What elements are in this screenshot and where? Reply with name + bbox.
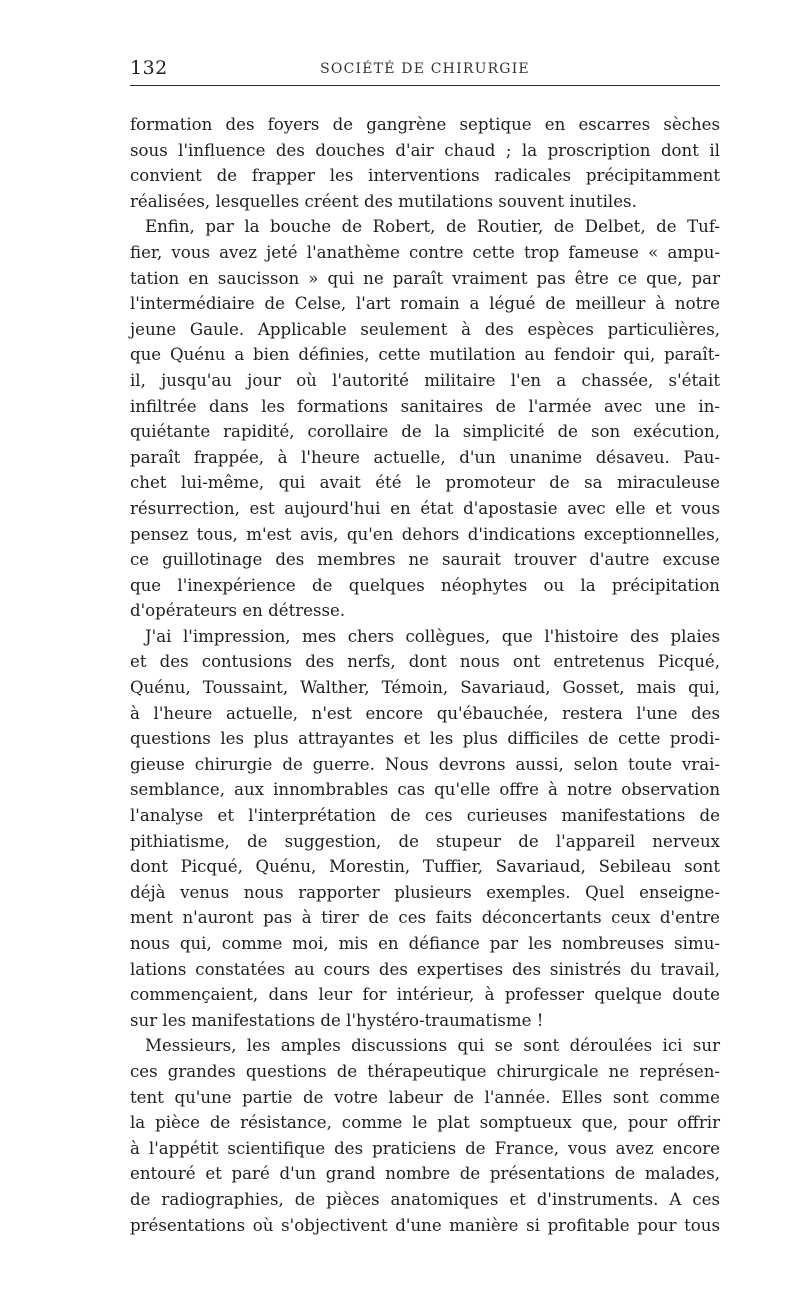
text-line: déjà venus nous rapporter plusieurs exemples. Quel enseigne- [130, 882, 720, 902]
text-line: questions les plus attrayantes et les plus difficiles de cette prodi- [130, 729, 720, 749]
body-text [130, 112, 720, 1238]
text-line: l'intermédiaire de Celse, l'art romain a légué de meilleur à notre [130, 294, 720, 314]
text-line: chet lui-même, qui avait été le promoteur de sa miraculeuse [130, 473, 720, 493]
text-line: tent qu'une partie de votre labeur de l'année. Elles sont comme [130, 1087, 720, 1107]
text-line: paraît frappée, à l'heure actuelle, d'un unanime désaveu. Pau- [130, 447, 720, 467]
text-line: résurrection, est aujourd'hui en état d'apostasie avec elle et vous [130, 498, 720, 518]
text-line: ment n'auront pas à tirer de ces faits déconcertants ceux d'entre [130, 908, 720, 928]
text-line: il, jusqu'au jour où l'autorité militaire l'en a chassée, s'était [130, 370, 720, 390]
paragraph [130, 112, 720, 214]
paragraph [130, 624, 720, 1034]
text-line: à l'heure actuelle, n'est encore qu'ébauchée, restera l'une des [130, 703, 720, 723]
text-line: Quénu, Toussaint, Walther, Témoin, Savariaud, Gosset, mais qui, [130, 678, 720, 698]
text-line: ce guillotinage des membres ne saurait trouver d'autre excuse [130, 550, 720, 570]
text-line: J'ai l'impression, mes chers collègues, que l'histoire des plaies [145, 626, 720, 646]
text-line: formation des foyers de gangrène septique en escarres sèches [130, 115, 720, 134]
text-line: convient de frapper les interventions radicales précipitamment [130, 166, 720, 186]
text-line: gieuse chirurgie de guerre. Nous devrons aussi, selon toute vrai- [130, 754, 720, 774]
text-line: jeune Gaule. Applicable seulement à des espèces particulières, [130, 319, 720, 339]
paragraph [130, 214, 720, 624]
text-line: infiltrée dans les formations sanitaires de l'armée avec une in- [130, 396, 720, 416]
text-line: sous l'influence des douches d'air chaud ; la proscription dont il [130, 140, 720, 160]
text-line: Enfin, par la bouche de Robert, de Routier, de Delbet, de Tuf- [145, 217, 720, 237]
text-line: dont Picqué, Quénu, Morestin, Tuffier, Savariaud, Sebileau sont [130, 857, 720, 877]
text-line: semblance, aux innombrables cas qu'elle offre à notre observation [130, 780, 720, 800]
text-line: tation en saucisson » qui ne paraît vraiment pas être ce que, par [130, 268, 720, 288]
text-line: réalisées, lesquelles créent des mutilations souvent inutiles. [130, 191, 637, 211]
text-line: Messieurs, les amples discussions qui se sont déroulées ici sur [145, 1036, 720, 1056]
text-line: présentations où s'objectivent d'une manière si profitable pour tous [130, 1215, 720, 1235]
page-number: 132 [130, 57, 168, 79]
text-line: sur les manifestations de l'hystéro-traumatisme ! [130, 1010, 544, 1030]
paragraph [130, 1033, 720, 1238]
text-line: que l'inexpérience de quelques néophytes ou la précipitation [130, 575, 720, 595]
text-line: pithiatisme, de suggestion, de stupeur de l'appareil nerveux [130, 831, 720, 851]
text-line: l'analyse et l'interprétation de ces curieuses manifestations de [130, 806, 720, 826]
text-line: lations constatées au cours des expertises des sinistrés du travail, [130, 959, 720, 979]
text-line: pensez tous, m'est avis, qu'en dehors d'indications exceptionnelles, [130, 524, 720, 544]
text-line: commençaient, dans leur for intérieur, à professer quelque doute [130, 985, 720, 1005]
text-line: d'opérateurs en détresse. [130, 601, 346, 621]
text-line: entouré et paré d'un grand nombre de présentations de malades, [130, 1164, 720, 1184]
text-line: nous qui, comme moi, mis en défiance par les nombreuses simu- [130, 934, 720, 953]
text-line: et des contusions des nerfs, dont nous ont entretenus Picqué, [130, 652, 720, 672]
book-page [130, 55, 720, 1238]
text-line: la pièce de résistance, comme le plat somptueux que, pour offrir [130, 1113, 720, 1133]
text-line: que Quénu a bien définies, cette mutilation au fendoir qui, paraît- [130, 345, 720, 365]
text-line: de radiographies, de pièces anatomiques et d'instruments. A ces [130, 1189, 720, 1209]
text-line: fier, vous avez jeté l'anathème contre cette trop fameuse « ampu- [130, 242, 720, 262]
running-title: SOCIÉTÉ DE CHIRURGIE [320, 61, 530, 77]
text-line: à l'appétit scientifique des praticiens de France, vous avez encore [130, 1138, 720, 1158]
text-line: quiétante rapidité, corollaire de la simplicité de son exécution, [130, 422, 720, 442]
page-header [130, 55, 720, 86]
text-line: ces grandes questions de thérapeutique chirurgicale ne représen- [130, 1061, 720, 1081]
